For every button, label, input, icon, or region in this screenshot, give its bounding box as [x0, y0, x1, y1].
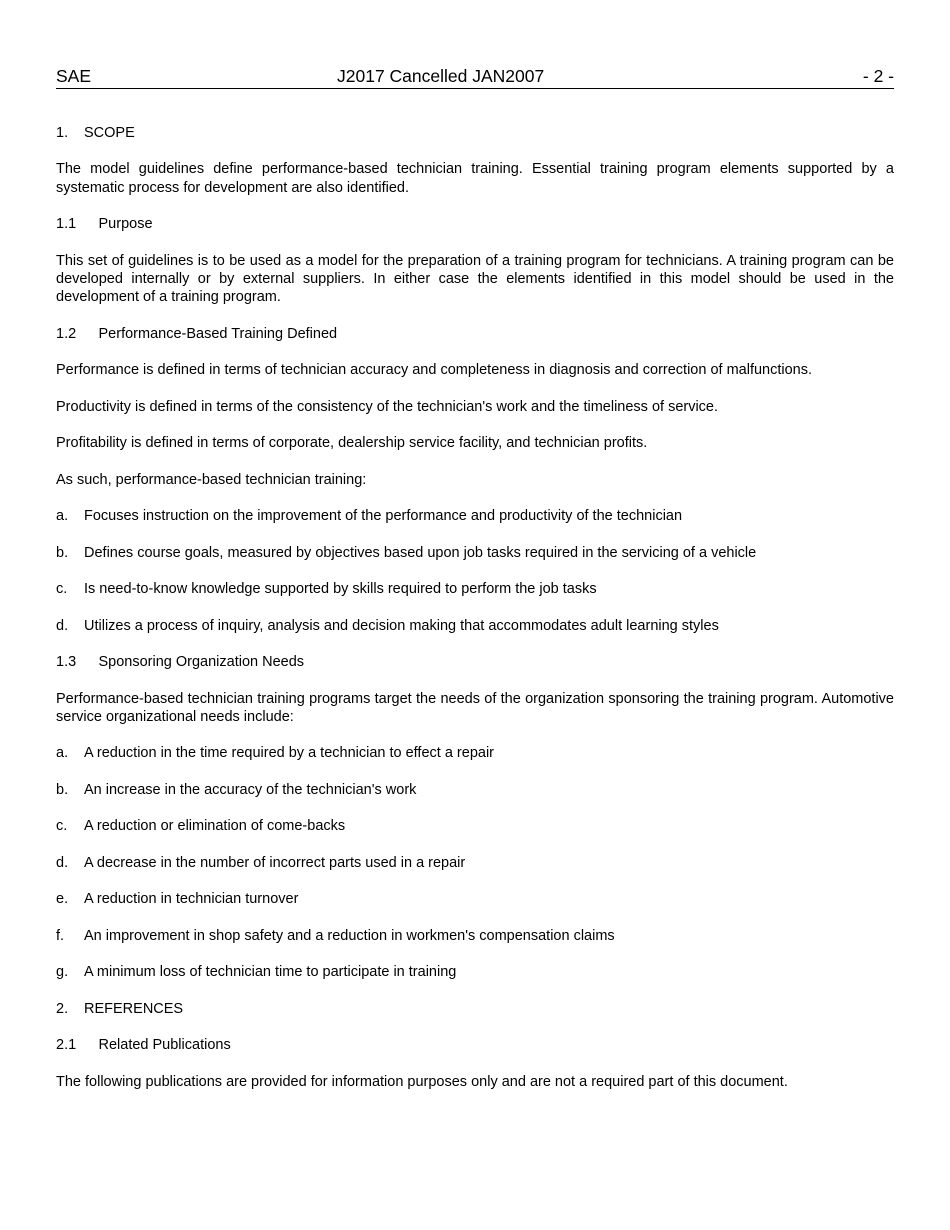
header-page-number: - 2 -: [862, 66, 894, 86]
list-item-text: A minimum loss of technician time to participate in training: [84, 964, 457, 981]
list-item-label: f.: [56, 927, 65, 944]
list-item-label: c.: [56, 818, 68, 835]
list-item-label: b.: [56, 544, 69, 561]
organizational-needs-list: [56, 744, 894, 981]
list-item-text: A reduction in the time required by a technician to effect a repair: [84, 745, 495, 762]
list-item-text: An improvement in shop safety and a reduction in workmen's compensation claims: [84, 927, 615, 944]
subsection-heading-purpose: [56, 215, 894, 233]
list-item-label: c.: [56, 581, 68, 598]
section-title: SCOPE: [84, 125, 135, 141]
list-item: [56, 580, 894, 598]
list-item: [56, 854, 894, 872]
list-item-label: a.: [56, 508, 69, 525]
page-header: [56, 64, 894, 89]
list-item: [56, 781, 894, 799]
subsection-title: Sponsoring Organization Needs: [98, 654, 305, 671]
list-item: [56, 963, 894, 981]
subsection-number: 1.2: [56, 325, 77, 342]
subsection-number: 1.3: [56, 654, 77, 671]
profitability-definition-paragraph: Profitability is defined in terms of corporate, dealership service facility, and technician profits.: [56, 435, 648, 452]
list-item-label: d.: [56, 854, 69, 871]
subsection-heading-performance-based-training: [56, 325, 894, 343]
list-item-label: d.: [56, 617, 69, 634]
subsection-number: 2.1: [56, 1037, 77, 1054]
purpose-paragraph: This set of guidelines is to be used as a model for the preparation of a training program for technicians. A training program can be developed internally or by external suppliers. In either case the elements identified in this model should be used in the development of a training program.: [56, 252, 894, 306]
section-heading-references: [56, 1000, 894, 1018]
scope-paragraph: The model guidelines define performance-based technician training. Essential training program elements supported by a systematic process for development are also identified.: [56, 161, 894, 196]
header-doc-id: J2017 Cancelled JAN2007: [337, 66, 545, 86]
subsection-heading-related-publications: [56, 1036, 894, 1054]
needs-paragraph: Performance-based technician training programs target the needs of the organization sponsoring the training program. Automotive service organizational needs include:: [56, 690, 894, 725]
list-item: [56, 744, 894, 762]
list-item-text: A decrease in the number of incorrect parts used in a repair: [84, 854, 466, 871]
document-body: [56, 124, 894, 1109]
subsection-title: Purpose: [98, 216, 153, 233]
list-item: [56, 617, 894, 635]
list-item-text: A reduction in technician turnover: [84, 891, 299, 908]
subsection-title: Performance-Based Training Defined: [98, 325, 338, 342]
list-item: [56, 927, 894, 945]
list-item: [56, 507, 894, 525]
list-item-text: A reduction or elimination of come-backs: [84, 818, 346, 835]
list-item: [56, 890, 894, 908]
list-item-text: Defines course goals, measured by objectives based upon job tasks required in the servicing of a vehicle: [84, 544, 757, 561]
list-item-label: e.: [56, 891, 69, 908]
list-item-text: Focuses instruction on the improvement of the performance and productivity of the technician: [84, 508, 683, 525]
subsection-number: 1.1: [56, 216, 77, 233]
list-item-label: g.: [56, 964, 69, 981]
section-number: 2.: [56, 1000, 69, 1017]
header-org: SAE: [56, 66, 92, 86]
list-item-text: An increase in the accuracy of the technician's work: [84, 781, 417, 798]
section-heading-scope: [56, 124, 894, 142]
list-item: [56, 817, 894, 835]
subsection-title: Related Publications: [98, 1037, 231, 1054]
training-characteristics-list: [56, 507, 894, 635]
list-item: [56, 544, 894, 562]
section-number: 1.: [56, 125, 69, 141]
subsection-heading-sponsoring-needs: [56, 653, 894, 671]
as-such-paragraph: As such, performance-based technician training:: [56, 471, 367, 488]
list-item-label: a.: [56, 745, 69, 762]
productivity-definition-paragraph: Productivity is defined in terms of the consistency of the technician's work and the timeliness of service.: [56, 398, 719, 415]
section-title: REFERENCES: [84, 1000, 184, 1017]
list-item-label: b.: [56, 781, 69, 798]
performance-definition-paragraph: Performance is defined in terms of technician accuracy and completeness in diagnosis and correction of malfunctions.: [56, 362, 813, 379]
list-item-text: Utilizes a process of inquiry, analysis and decision making that accommodates adult learning styles: [84, 617, 719, 634]
list-item-text: Is need-to-know knowledge supported by skills required to perform the job tasks: [84, 581, 597, 598]
references-paragraph: The following publications are provided for information purposes only and are not a required part of this document.: [56, 1073, 788, 1090]
